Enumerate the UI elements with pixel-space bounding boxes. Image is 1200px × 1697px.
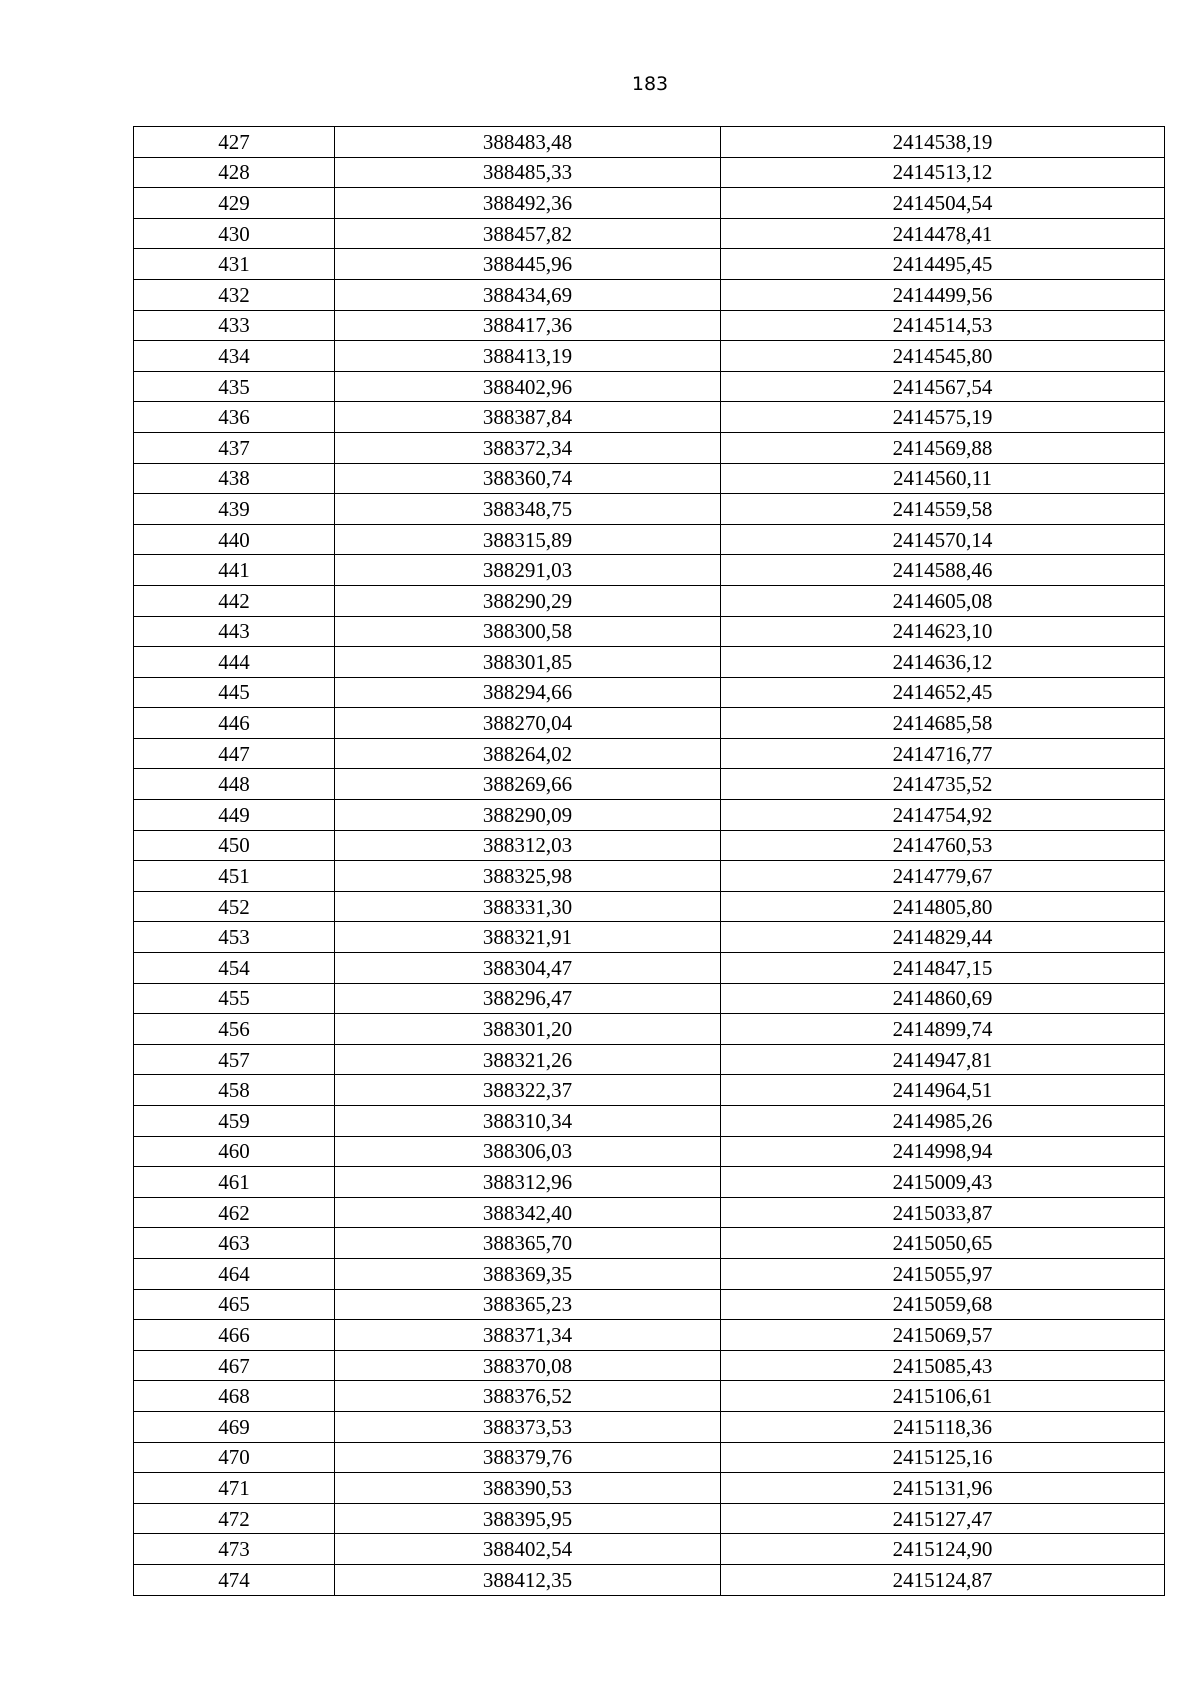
y-coordinate-cell: 2415050,65 xyxy=(721,1228,1165,1259)
x-coordinate-cell: 388395,95 xyxy=(335,1503,721,1534)
point-number-cell: 465 xyxy=(134,1289,335,1320)
y-coordinate-cell: 2415033,87 xyxy=(721,1197,1165,1228)
table-row xyxy=(134,432,1165,463)
point-number-cell: 471 xyxy=(134,1473,335,1504)
x-coordinate-cell: 388372,34 xyxy=(335,432,721,463)
table-row xyxy=(134,1411,1165,1442)
table-row xyxy=(134,402,1165,433)
x-coordinate-cell: 388376,52 xyxy=(335,1381,721,1412)
table-row xyxy=(134,1228,1165,1259)
y-coordinate-cell: 2415009,43 xyxy=(721,1167,1165,1198)
x-coordinate-cell: 388331,30 xyxy=(335,891,721,922)
y-coordinate-cell: 2414495,45 xyxy=(721,249,1165,280)
point-number-cell: 464 xyxy=(134,1258,335,1289)
x-coordinate-cell: 388371,34 xyxy=(335,1320,721,1351)
x-coordinate-cell: 388290,29 xyxy=(335,585,721,616)
point-number-cell: 467 xyxy=(134,1350,335,1381)
x-coordinate-cell: 388485,33 xyxy=(335,157,721,188)
y-coordinate-cell: 2415124,90 xyxy=(721,1534,1165,1565)
table-row xyxy=(134,922,1165,953)
table-row xyxy=(134,218,1165,249)
x-coordinate-cell: 388445,96 xyxy=(335,249,721,280)
y-coordinate-cell: 2415069,57 xyxy=(721,1320,1165,1351)
table-row xyxy=(134,1564,1165,1595)
x-coordinate-cell: 388296,47 xyxy=(335,983,721,1014)
x-coordinate-cell: 388290,09 xyxy=(335,800,721,831)
table-row xyxy=(134,585,1165,616)
point-number-cell: 450 xyxy=(134,830,335,861)
y-coordinate-cell: 2414570,14 xyxy=(721,524,1165,555)
table-row xyxy=(134,279,1165,310)
y-coordinate-cell: 2414538,19 xyxy=(721,127,1165,158)
x-coordinate-cell: 388413,19 xyxy=(335,341,721,372)
x-coordinate-cell: 388360,74 xyxy=(335,463,721,494)
table-row xyxy=(134,800,1165,831)
point-number-cell: 429 xyxy=(134,188,335,219)
y-coordinate-cell: 2414499,56 xyxy=(721,279,1165,310)
point-number-cell: 463 xyxy=(134,1228,335,1259)
point-number-cell: 430 xyxy=(134,218,335,249)
x-coordinate-cell: 388365,70 xyxy=(335,1228,721,1259)
y-coordinate-cell: 2414760,53 xyxy=(721,830,1165,861)
table-row xyxy=(134,157,1165,188)
table-row xyxy=(134,738,1165,769)
x-coordinate-cell: 388306,03 xyxy=(335,1136,721,1167)
y-coordinate-cell: 2415127,47 xyxy=(721,1503,1165,1534)
x-coordinate-cell: 388369,35 xyxy=(335,1258,721,1289)
point-number-cell: 453 xyxy=(134,922,335,953)
point-number-cell: 454 xyxy=(134,953,335,984)
x-coordinate-cell: 388312,96 xyxy=(335,1167,721,1198)
point-number-cell: 469 xyxy=(134,1411,335,1442)
table-row xyxy=(134,249,1165,280)
y-coordinate-cell: 2414847,15 xyxy=(721,953,1165,984)
x-coordinate-cell: 388325,98 xyxy=(335,861,721,892)
point-number-cell: 461 xyxy=(134,1167,335,1198)
y-coordinate-cell: 2414985,26 xyxy=(721,1106,1165,1137)
x-coordinate-cell: 388390,53 xyxy=(335,1473,721,1504)
y-coordinate-cell: 2415055,97 xyxy=(721,1258,1165,1289)
x-coordinate-cell: 388321,91 xyxy=(335,922,721,953)
x-coordinate-cell: 388301,85 xyxy=(335,647,721,678)
table-row xyxy=(134,1350,1165,1381)
x-coordinate-cell: 388492,36 xyxy=(335,188,721,219)
x-coordinate-cell: 388373,53 xyxy=(335,1411,721,1442)
x-coordinate-cell: 388294,66 xyxy=(335,677,721,708)
y-coordinate-cell: 2414947,81 xyxy=(721,1044,1165,1075)
point-number-cell: 448 xyxy=(134,769,335,800)
point-number-cell: 474 xyxy=(134,1564,335,1595)
point-number-cell: 434 xyxy=(134,341,335,372)
point-number-cell: 458 xyxy=(134,1075,335,1106)
point-number-cell: 460 xyxy=(134,1136,335,1167)
x-coordinate-cell: 388300,58 xyxy=(335,616,721,647)
point-number-cell: 435 xyxy=(134,371,335,402)
x-coordinate-cell: 388365,23 xyxy=(335,1289,721,1320)
table-row xyxy=(134,1106,1165,1137)
point-number-cell: 447 xyxy=(134,738,335,769)
point-number-cell: 442 xyxy=(134,585,335,616)
point-number-cell: 472 xyxy=(134,1503,335,1534)
y-coordinate-cell: 2414685,58 xyxy=(721,708,1165,739)
y-coordinate-cell: 2414504,54 xyxy=(721,188,1165,219)
point-number-cell: 466 xyxy=(134,1320,335,1351)
table-row xyxy=(134,127,1165,158)
x-coordinate-cell: 388322,37 xyxy=(335,1075,721,1106)
x-coordinate-cell: 388301,20 xyxy=(335,1014,721,1045)
point-number-cell: 452 xyxy=(134,891,335,922)
x-coordinate-cell: 388387,84 xyxy=(335,402,721,433)
table-row xyxy=(134,1289,1165,1320)
point-number-cell: 436 xyxy=(134,402,335,433)
point-number-cell: 428 xyxy=(134,157,335,188)
y-coordinate-cell: 2414588,46 xyxy=(721,555,1165,586)
y-coordinate-cell: 2414478,41 xyxy=(721,218,1165,249)
y-coordinate-cell: 2414513,12 xyxy=(721,157,1165,188)
y-coordinate-cell: 2414567,54 xyxy=(721,371,1165,402)
point-number-cell: 455 xyxy=(134,983,335,1014)
x-coordinate-cell: 388402,96 xyxy=(335,371,721,402)
y-coordinate-cell: 2414545,80 xyxy=(721,341,1165,372)
x-coordinate-cell: 388269,66 xyxy=(335,769,721,800)
y-coordinate-cell: 2414652,45 xyxy=(721,677,1165,708)
y-coordinate-cell: 2415085,43 xyxy=(721,1350,1165,1381)
point-number-cell: 445 xyxy=(134,677,335,708)
x-coordinate-cell: 388270,04 xyxy=(335,708,721,739)
y-coordinate-cell: 2414964,51 xyxy=(721,1075,1165,1106)
x-coordinate-cell: 388264,02 xyxy=(335,738,721,769)
y-coordinate-cell: 2414636,12 xyxy=(721,647,1165,678)
y-coordinate-cell: 2415131,96 xyxy=(721,1473,1165,1504)
table-row xyxy=(134,1503,1165,1534)
x-coordinate-cell: 388312,03 xyxy=(335,830,721,861)
point-number-cell: 462 xyxy=(134,1197,335,1228)
point-number-cell: 438 xyxy=(134,463,335,494)
table-row xyxy=(134,891,1165,922)
x-coordinate-cell: 388291,03 xyxy=(335,555,721,586)
point-number-cell: 433 xyxy=(134,310,335,341)
x-coordinate-cell: 388310,34 xyxy=(335,1106,721,1137)
y-coordinate-cell: 2414623,10 xyxy=(721,616,1165,647)
point-number-cell: 432 xyxy=(134,279,335,310)
y-coordinate-cell: 2415106,61 xyxy=(721,1381,1165,1412)
table-row xyxy=(134,953,1165,984)
point-number-cell: 444 xyxy=(134,647,335,678)
table-row xyxy=(134,188,1165,219)
table-row xyxy=(134,1473,1165,1504)
point-number-cell: 443 xyxy=(134,616,335,647)
table-row xyxy=(134,524,1165,555)
table-row xyxy=(134,616,1165,647)
point-number-cell: 449 xyxy=(134,800,335,831)
table-row xyxy=(134,647,1165,678)
x-coordinate-cell: 388348,75 xyxy=(335,494,721,525)
x-coordinate-cell: 388483,48 xyxy=(335,127,721,158)
coordinates-table xyxy=(133,126,1165,1596)
table-row xyxy=(134,1534,1165,1565)
y-coordinate-cell: 2414805,80 xyxy=(721,891,1165,922)
point-number-cell: 473 xyxy=(134,1534,335,1565)
x-coordinate-cell: 388370,08 xyxy=(335,1350,721,1381)
point-number-cell: 441 xyxy=(134,555,335,586)
y-coordinate-cell: 2414605,08 xyxy=(721,585,1165,616)
point-number-cell: 439 xyxy=(134,494,335,525)
point-number-cell: 427 xyxy=(134,127,335,158)
point-number-cell: 457 xyxy=(134,1044,335,1075)
table-row xyxy=(134,1258,1165,1289)
table-row xyxy=(134,463,1165,494)
x-coordinate-cell: 388315,89 xyxy=(335,524,721,555)
x-coordinate-cell: 388417,36 xyxy=(335,310,721,341)
y-coordinate-cell: 2415124,87 xyxy=(721,1564,1165,1595)
table-row xyxy=(134,341,1165,372)
point-number-cell: 431 xyxy=(134,249,335,280)
table-row xyxy=(134,1014,1165,1045)
table-row xyxy=(134,1136,1165,1167)
point-number-cell: 437 xyxy=(134,432,335,463)
table-row xyxy=(134,769,1165,800)
table-row xyxy=(134,708,1165,739)
y-coordinate-cell: 2414899,74 xyxy=(721,1014,1165,1045)
x-coordinate-cell: 388434,69 xyxy=(335,279,721,310)
table-row xyxy=(134,371,1165,402)
table-row xyxy=(134,1381,1165,1412)
table-row xyxy=(134,1197,1165,1228)
table-row xyxy=(134,1044,1165,1075)
table-row xyxy=(134,555,1165,586)
y-coordinate-cell: 2415125,16 xyxy=(721,1442,1165,1473)
point-number-cell: 440 xyxy=(134,524,335,555)
table-row xyxy=(134,1442,1165,1473)
coordinates-table-body xyxy=(134,127,1165,1596)
y-coordinate-cell: 2414514,53 xyxy=(721,310,1165,341)
y-coordinate-cell: 2414860,69 xyxy=(721,983,1165,1014)
point-number-cell: 468 xyxy=(134,1381,335,1412)
point-number-cell: 456 xyxy=(134,1014,335,1045)
x-coordinate-cell: 388321,26 xyxy=(335,1044,721,1075)
x-coordinate-cell: 388457,82 xyxy=(335,218,721,249)
y-coordinate-cell: 2415118,36 xyxy=(721,1411,1165,1442)
table-row xyxy=(134,1075,1165,1106)
y-coordinate-cell: 2414560,11 xyxy=(721,463,1165,494)
point-number-cell: 459 xyxy=(134,1106,335,1137)
table-row xyxy=(134,677,1165,708)
point-number-cell: 451 xyxy=(134,861,335,892)
x-coordinate-cell: 388342,40 xyxy=(335,1197,721,1228)
y-coordinate-cell: 2414754,92 xyxy=(721,800,1165,831)
page-number: 183 xyxy=(631,73,669,95)
x-coordinate-cell: 388402,54 xyxy=(335,1534,721,1565)
y-coordinate-cell: 2414559,58 xyxy=(721,494,1165,525)
table-row xyxy=(134,983,1165,1014)
y-coordinate-cell: 2414998,94 xyxy=(721,1136,1165,1167)
point-number-cell: 470 xyxy=(134,1442,335,1473)
x-coordinate-cell: 388379,76 xyxy=(335,1442,721,1473)
point-number-cell: 446 xyxy=(134,708,335,739)
y-coordinate-cell: 2414575,19 xyxy=(721,402,1165,433)
y-coordinate-cell: 2414569,88 xyxy=(721,432,1165,463)
y-coordinate-cell: 2414735,52 xyxy=(721,769,1165,800)
table-row xyxy=(134,1167,1165,1198)
table-row xyxy=(134,1320,1165,1351)
y-coordinate-cell: 2415059,68 xyxy=(721,1289,1165,1320)
table-row xyxy=(134,494,1165,525)
table-row xyxy=(134,830,1165,861)
table-row xyxy=(134,310,1165,341)
table-row xyxy=(134,861,1165,892)
x-coordinate-cell: 388412,35 xyxy=(335,1564,721,1595)
x-coordinate-cell: 388304,47 xyxy=(335,953,721,984)
y-coordinate-cell: 2414779,67 xyxy=(721,861,1165,892)
y-coordinate-cell: 2414716,77 xyxy=(721,738,1165,769)
y-coordinate-cell: 2414829,44 xyxy=(721,922,1165,953)
